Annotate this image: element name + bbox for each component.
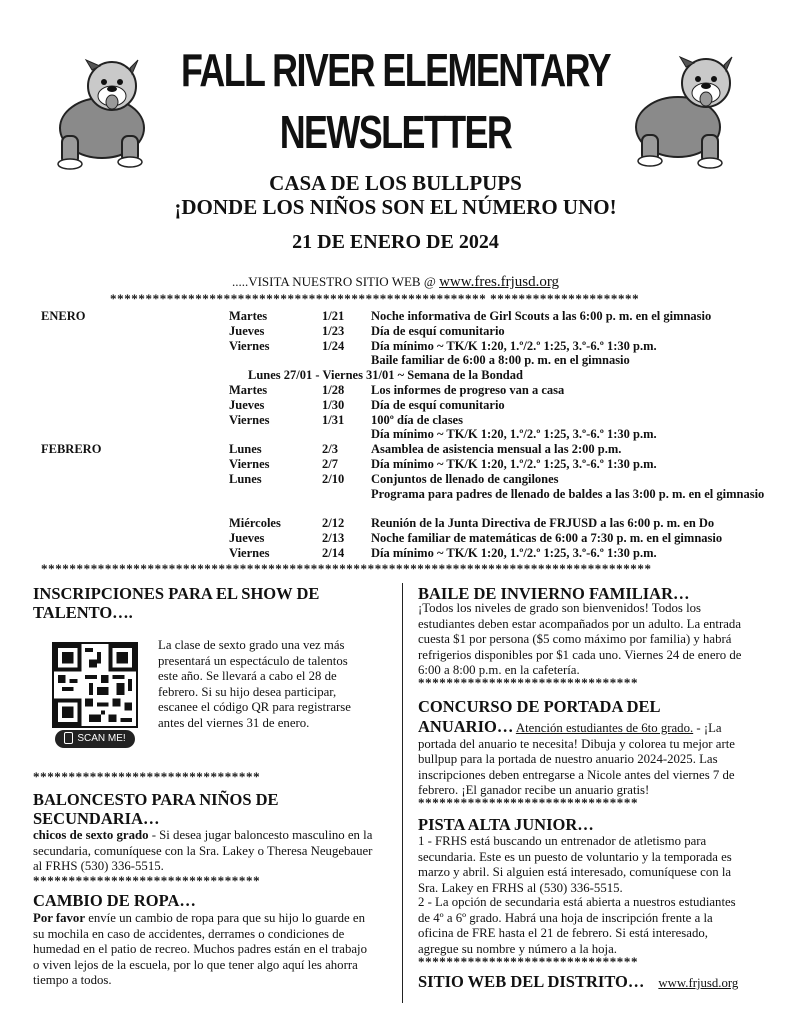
- calendar-day: Miércoles: [229, 516, 281, 531]
- yearbook-heading-2: ANUARIO…: [418, 717, 514, 736]
- calendar-event: Conjuntos de llenado de cangilones: [371, 471, 559, 486]
- yearbook-notice: Atención estudiantes de 6to grado.: [515, 721, 694, 735]
- calendar-event: Día mínimo ~ TK/K 1:20, 1.º/2.º 1:25, 3.º-6.º 1:30 p.m.: [371, 545, 657, 560]
- calendar: [0, 309, 791, 561]
- calendar-row: [0, 324, 791, 339]
- calendar-date: 2/3: [322, 442, 338, 457]
- calendar-date: 1/24: [322, 338, 345, 353]
- qr-code-icon[interactable]: [52, 642, 138, 728]
- calendar-date: 1/30: [322, 397, 345, 412]
- newsletter-title-line1: FALL RIVER ELEMENTARY: [180, 44, 611, 96]
- calendar-day: Martes: [229, 382, 268, 397]
- calendar-row: [0, 309, 791, 324]
- calendar-day: Viernes: [229, 456, 270, 471]
- calendar-date: 1/23: [322, 323, 345, 338]
- yearbook-text: - ¡La portada del anuario te necesita! Dibuja y colorea tu mejor arte bullpup para la portada de nuestro anuario 2024-2025. Las inscripciones deben entregarse a Nicole antes del viernes 7 de febrero. ¡El ganador recibe un anuario gratis!: [418, 721, 735, 797]
- calendar-event: Asamblea de asistencia mensual a las 2:00 p.m.: [371, 442, 622, 457]
- subtitle-slogan: ¡DONDE LOS NIÑOS SON EL NÚMERO UNO!: [174, 195, 617, 219]
- calendar-date: 2/7: [322, 456, 338, 471]
- calendar-day: Jueves: [229, 323, 265, 338]
- calendar-day: Martes: [229, 309, 268, 323]
- district-website: [418, 972, 758, 992]
- calendar-row: [0, 368, 791, 383]
- subtitle-casa: CASA DE LOS BULLPUPS: [269, 171, 522, 195]
- calendar-row: [0, 383, 791, 398]
- star-divider-top: ***************************************************** *********************: [110, 292, 640, 306]
- track-item-1: 1 - FRHS está buscando un entrenador de atletismo para secundaria. Este es un puesto de voluntario y la temporada es marzo y abril. Si alguien está interesado, comuníquese con la Sra. Lakey en FRHS al (530) 336-5515.: [418, 834, 732, 895]
- calendar-day: Jueves: [229, 530, 265, 545]
- calendar-date: 2/12: [322, 516, 345, 531]
- calendar-day: Lunes: [229, 442, 262, 457]
- calendar-day: Viernes: [229, 338, 270, 353]
- calendar-row: [0, 516, 791, 531]
- visit-website: [0, 274, 791, 291]
- column-divider: [402, 583, 403, 1003]
- talent-body: La clase de sexto grado una vez más presentará un espectáculo de talentos este año. Se llevará a cabo el 28 de febrero. Si su hijo desea participar, escanee el código QR para registrarse antes del viernes 31 de enero.: [158, 638, 351, 730]
- calendar-row: [0, 442, 791, 457]
- calendar-event: Día de esquí comunitario: [371, 397, 505, 412]
- basketball-heading: BALONCESTO PARA NIÑOS DE SECUNDARIA…: [33, 790, 279, 828]
- calendar-day: Viernes: [229, 545, 270, 560]
- calendar-event: Día de esquí comunitario: [371, 323, 505, 338]
- calendar-event: Día mínimo ~ TK/K 1:20, 1.º/2.º 1:25, 3.º-6.º 1:30 p.m.: [371, 427, 657, 442]
- yearbook-body: [418, 717, 748, 799]
- calendar-date: 1/28: [322, 382, 345, 397]
- calendar-event: Los informes de progreso van a casa: [371, 382, 565, 397]
- calendar-row: [0, 546, 791, 561]
- star-divider-mid: **************************************************************************************: [41, 562, 652, 576]
- track-item-2: 2 - La opción de secundaria está abierta a nuestros estudiantes de 4º a 6º grado. Habrá una hoja de inscripción frente a la oficina de FRE hasta el 21 de febrero. Si está interesado, agregue su nombre y número a la hoja.: [418, 895, 736, 956]
- clothes-lead: Por favor: [33, 911, 85, 925]
- calendar-row: [0, 531, 791, 546]
- calendar-week-note: Lunes 27/01 - Viernes 31/01 ~ Semana de la Bondad: [248, 368, 523, 383]
- newsletter-title-line2: NEWSLETTER: [279, 106, 512, 158]
- calendar-event: Noche informativa de Girl Scouts a las 6:00 p. m. en el gimnasio: [371, 309, 712, 323]
- calendar-day: Lunes: [229, 471, 262, 486]
- calendar-date: 2/14: [322, 545, 345, 560]
- star-divider-right-3: *******************************: [418, 955, 639, 969]
- dance-heading: BAILE DE INVIERNO FAMILIAR…: [418, 584, 690, 603]
- calendar-day: Jueves: [229, 397, 265, 412]
- calendar-event: Día mínimo ~ TK/K 1:20, 1.º/2.º 1:25, 3.º-6.º 1:30 p.m.: [371, 338, 657, 353]
- talent-heading: INSCRIPCIONES PARA EL SHOW DE TALENTO….: [33, 584, 320, 622]
- calendar-event: Día mínimo ~ TK/K 1:20, 1.º/2.º 1:25, 3.º-6.º 1:30 p.m.: [371, 456, 657, 471]
- calendar-event: 100º día de clases: [371, 412, 463, 427]
- calendar-date: 2/10: [322, 471, 345, 486]
- basketball-text: - Si desea jugar baloncesto masculino en la secundaria, comuníquese con la Sra. Lakey o Theresa Neugebauer al FRHS (530) 336-5515.: [33, 828, 373, 873]
- basketball-body: [33, 828, 373, 875]
- calendar-row: [0, 427, 791, 442]
- calendar-month: FEBRERO: [41, 442, 102, 457]
- school-website-link[interactable]: www.fres.frjusd.org: [439, 274, 560, 290]
- clothes-heading: CAMBIO DE ROPA…: [33, 891, 196, 910]
- visit-text: .....VISITA NUESTRO SITIO WEB @: [231, 274, 440, 289]
- scan-me-badge: SCAN ME!: [55, 730, 135, 748]
- district-url-link[interactable]: www.frjusd.org: [658, 976, 739, 990]
- calendar-row: [0, 339, 791, 354]
- calendar-day: Viernes: [229, 412, 270, 427]
- calendar-event: Programa para padres de llenado de baldes a las 3:00 p. m. en el gimnasio: [371, 486, 765, 501]
- calendar-month: ENERO: [41, 309, 86, 323]
- clothes-text: envíe un cambio de ropa para que su hijo lo guarde en su mochila en caso de accidentes, derrames o condiciones de humedad en el patio de recreo. Muchos padres están en el trabajo o viven lejos de la escuela, por lo que tener algo aquí les ahorra tiempo a todos.: [33, 911, 368, 987]
- star-divider-left: ********************************: [33, 770, 261, 784]
- calendar-row: [0, 353, 791, 368]
- clothes-body: [33, 911, 373, 989]
- yearbook-heading: CONCURSO DE PORTADA DEL: [418, 697, 661, 716]
- star-divider-left-2: ********************************: [33, 874, 261, 888]
- track-heading: PISTA ALTA JUNIOR…: [418, 815, 594, 834]
- district-heading: SITIO WEB DEL DISTRITO…: [418, 972, 645, 991]
- star-divider-right-1: *******************************: [418, 676, 639, 690]
- calendar-date: 2/13: [322, 530, 345, 545]
- calendar-row: [0, 398, 791, 413]
- calendar-event: Baile familiar de 6:00 a 8:00 p. m. en el gimnasio: [371, 353, 630, 368]
- calendar-row: [0, 457, 791, 472]
- calendar-date: 1/31: [322, 412, 345, 427]
- newsletter-date: 21 DE ENERO DE 2024: [292, 231, 499, 253]
- phone-icon: [64, 732, 73, 744]
- calendar-row: [0, 413, 791, 428]
- calendar-event: Reunión de la Junta Directiva de FRJUSD a las 6:00 p. m. en Do: [371, 516, 715, 531]
- basketball-lead: chicos de sexto grado: [33, 828, 149, 842]
- dance-body: ¡Todos los niveles de grado son bienvenidos! Todos los estudiantes deben estar acompañados por un adulto. La entrada cuesta $1 por persona ($5 como máximo por familia) y habrá refrigerios disponibles por $1 cada uno. Viernes 24 de enero de 6:00 a 8:00 p.m. en la cafetería.: [418, 601, 742, 677]
- calendar-row: [0, 472, 791, 487]
- calendar-date: 1/21: [322, 309, 345, 323]
- calendar-event: Noche familiar de matemáticas de 6:00 a 7:30 p. m. en el gimnasio: [371, 530, 723, 545]
- star-divider-right-2: *******************************: [418, 796, 639, 810]
- calendar-row: [0, 487, 791, 517]
